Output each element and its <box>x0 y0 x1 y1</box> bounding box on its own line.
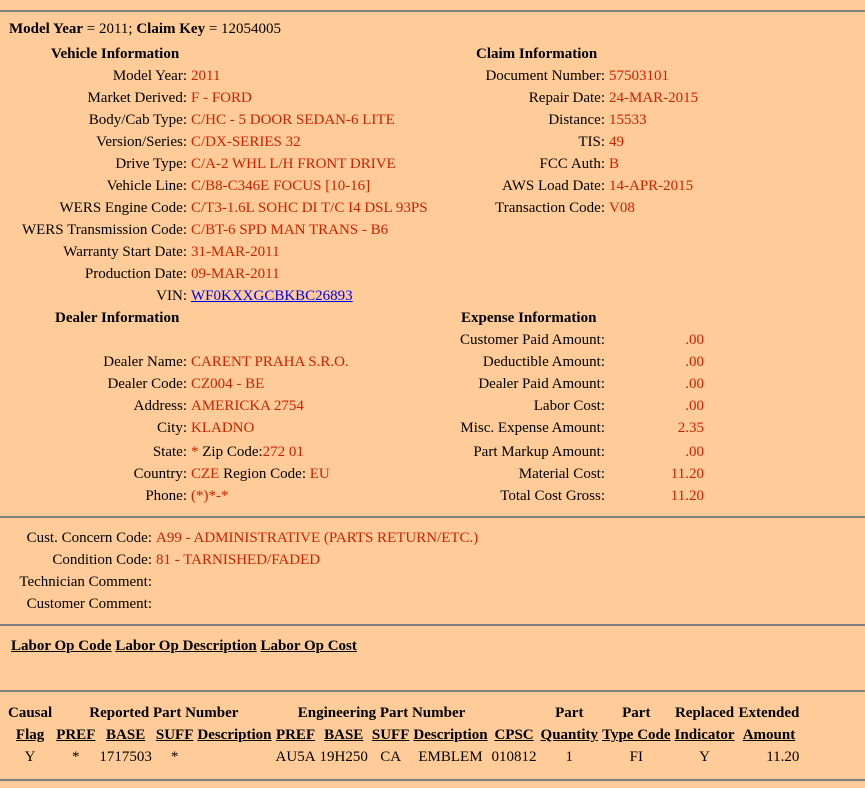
labor-op-description-header[interactable]: Labor Op Description <box>115 638 257 654</box>
extended-group-header: Extended <box>738 705 800 721</box>
parts-column-header-row <box>6 724 801 746</box>
claim-key-header-label: Claim Key <box>136 21 206 37</box>
dealer-phone-value: (*)*-* <box>191 488 229 504</box>
table-row <box>6 746 801 768</box>
expense-info-title: Expense Information <box>461 310 597 326</box>
col-header-reported-pref[interactable]: PREF <box>56 727 96 743</box>
dealer-address-value: AMERICKA 2754 <box>191 398 304 414</box>
vin-link[interactable]: WF0KXXGCBKBC26893 <box>191 288 353 304</box>
cell-eng-suff: CA <box>380 749 402 765</box>
dealer-state-value: * <box>191 444 199 460</box>
separator-parts <box>0 690 865 692</box>
col-header-eng-base[interactable]: BASE <box>324 727 364 743</box>
vehicle-field-label: Body/Cab Type: <box>88 112 187 128</box>
expense-field-label: Dealer Paid Amount: <box>478 376 605 392</box>
dealer-code-label: Dealer Code: <box>107 376 187 392</box>
cpsc-group-spacer <box>490 702 539 724</box>
part-type-group-header: Part <box>622 705 651 721</box>
expense-field-label: Material Cost: <box>518 466 605 482</box>
col-header-eng-description[interactable]: Description <box>413 727 488 743</box>
cell-eng-description: EMBLEM <box>418 749 483 765</box>
expense-field-value: 11.20 <box>670 488 704 504</box>
vehicle-field-label: Market Derived: <box>87 90 187 106</box>
expense-field-value: .00 <box>685 332 704 348</box>
dealer-country-label: Country: <box>133 466 187 482</box>
dealer-state-label: State: <box>152 444 187 460</box>
dealer-phone-label: Phone: <box>145 488 187 504</box>
expense-field-label: Total Cost Gross: <box>500 488 605 504</box>
labor-op-header <box>11 637 357 655</box>
dealer-zip-label: Zip Code: <box>202 444 263 460</box>
vehicle-field-value: 2011 <box>191 68 221 84</box>
cell-reported-pref: * <box>72 749 80 765</box>
claim-info-title: Claim Information <box>476 46 598 62</box>
dealer-region-value: EU <box>309 466 330 482</box>
vehicle-field-value: C/A-2 WHL L/H FRONT DRIVE <box>191 156 396 172</box>
col-header-reported-suff[interactable]: SUFF <box>155 727 194 743</box>
expense-field-value: 2.35 <box>677 420 704 436</box>
col-header-reported-description[interactable]: Description <box>197 727 272 743</box>
claim-field-label: AWS Load Date: <box>502 178 605 194</box>
labor-op-cost-header[interactable]: Labor Op Cost <box>260 638 357 654</box>
part-quantity-group-header: Part <box>555 705 584 721</box>
claim-field-value: 57503101 <box>609 68 669 84</box>
claim-field-label: FCC Auth: <box>539 156 605 172</box>
dealer-zip-value: 272 01 <box>262 444 304 460</box>
expense-field-value: .00 <box>685 398 704 414</box>
cell-eng-base: 19H250 <box>319 749 368 765</box>
cell-reported-suff: * <box>170 749 179 765</box>
parts-table <box>6 702 801 768</box>
vehicle-field-value: C/HC - 5 DOOR SEDAN-6 LITE <box>191 112 395 128</box>
dealer-state-zip <box>191 443 304 461</box>
concern-code-label: Cust. Concern Code: <box>26 530 152 546</box>
col-header-flag[interactable]: Flag <box>15 727 45 743</box>
vehicle-field-label: Vehicle Line: <box>106 178 187 194</box>
expense-field-label: Deductible Amount: <box>482 354 605 370</box>
cell-type-code: FI <box>629 749 643 765</box>
vehicle-field-label: Version/Series: <box>96 134 187 150</box>
customer-comment-label: Customer Comment: <box>26 596 152 612</box>
model-year-header-value: = 2011; <box>86 21 133 37</box>
expense-field-value: .00 <box>685 444 704 460</box>
expense-field-label: Part Markup Amount: <box>473 444 605 460</box>
labor-op-code-header[interactable]: Labor Op Code <box>11 638 112 654</box>
cell-eng-pref: AU5A <box>275 749 316 765</box>
expense-field-value: .00 <box>685 354 704 370</box>
dealer-name-value: CARENT PRAHA S.R.O. <box>191 354 349 370</box>
dealer-address-label: Address: <box>133 398 187 414</box>
technician-comment-label: Technician Comment: <box>19 574 152 590</box>
claim-field-value: 49 <box>609 134 624 150</box>
cell-reported-description <box>195 746 273 768</box>
dealer-code-value: CZ004 - BE <box>191 376 265 392</box>
dealer-name-label: Dealer Name: <box>103 354 187 370</box>
separator-labor <box>0 624 865 626</box>
model-year-header-label: Model Year <box>9 21 84 37</box>
vehicle-field-label: Drive Type: <box>115 156 187 172</box>
claim-key-header-value: = 12054005 <box>208 21 282 37</box>
vehicle-field-value: F - FORD <box>191 90 252 106</box>
vehicle-field-label: Production Date: <box>84 266 187 282</box>
dealer-country-region <box>191 465 330 483</box>
expense-field-value: 11.20 <box>670 466 704 482</box>
vehicle-field-value: C/DX-SERIES 32 <box>191 134 301 150</box>
claim-field-value: 24-MAR-2015 <box>609 90 699 106</box>
claim-field-value: V08 <box>609 200 635 216</box>
expense-field-value: .00 <box>685 376 704 392</box>
condition-code-value: 81 - TARNISHED/FADED <box>156 552 321 568</box>
dealer-region-label: Region Code: <box>223 466 307 482</box>
vehicle-info-title: Vehicle Information <box>51 46 180 62</box>
col-header-reported-base[interactable]: BASE <box>106 727 146 743</box>
dealer-city-value: KLADNO <box>191 420 255 436</box>
col-header-eng-suff[interactable]: SUFF <box>371 727 410 743</box>
replaced-group-header: Replaced <box>674 705 735 721</box>
claim-field-label: Document Number: <box>485 68 605 84</box>
cell-reported-base: 1717503 <box>99 749 152 765</box>
cell-cpsc: 010812 <box>491 749 537 765</box>
vin-label: VIN: <box>156 288 187 304</box>
vehicle-field-value: C/BT-6 SPD MAN TRANS - B6 <box>191 222 389 238</box>
dealer-country-value: CZE <box>191 466 220 482</box>
vehicle-field-label: Warranty Start Date: <box>63 244 187 260</box>
reported-part-number-header: Reported Part Number <box>89 705 239 721</box>
vehicle-field-label: WERS Transmission Code: <box>21 222 187 238</box>
expense-field-label: Customer Paid Amount: <box>459 332 605 348</box>
concern-code-value: A99 - ADMINISTRATIVE (PARTS RETURN/ETC.) <box>156 530 479 546</box>
dealer-city-label: City: <box>156 420 187 436</box>
expense-field-label: Labor Cost: <box>533 398 605 414</box>
vehicle-field-value: C/B8-C346E FOCUS [10-16] <box>191 178 371 194</box>
claim-field-value: B <box>609 156 620 172</box>
bottom-separator <box>0 779 865 781</box>
vehicle-field-value: 09-MAR-2011 <box>191 266 280 282</box>
cell-quantity: 1 <box>565 749 574 765</box>
vehicle-field-label: WERS Engine Code: <box>59 200 187 216</box>
parts-group-header-row <box>6 702 801 724</box>
cell-amount: 11.20 <box>766 749 800 765</box>
condition-code-label: Condition Code: <box>52 552 152 568</box>
cell-flag: Y <box>24 749 36 765</box>
col-header-type-code[interactable]: Type Code <box>602 727 671 743</box>
engineering-part-number-header: Engineering Part Number <box>297 705 466 721</box>
causal-group-header: Causal <box>8 705 53 721</box>
claim-field-label: Repair Date: <box>528 90 605 106</box>
claim-field-value: 15533 <box>609 112 647 128</box>
vehicle-field-label: Model Year: <box>112 68 187 84</box>
top-separator <box>0 10 865 12</box>
col-header-cpsc[interactable]: CPSC <box>494 727 534 743</box>
dealer-info-title: Dealer Information <box>55 310 180 326</box>
cell-indicator: Y <box>699 749 710 765</box>
separator-concern <box>0 516 865 518</box>
vehicle-field-value: 31-MAR-2011 <box>191 244 280 260</box>
col-header-indicator[interactable]: Indicator <box>674 727 735 743</box>
vehicle-field-value: C/T3-1.6L SOHC DI T/C I4 DSL 93PS <box>191 200 428 216</box>
expense-field-label: Misc. Expense Amount: <box>460 420 605 436</box>
claim-header <box>9 20 281 38</box>
claim-field-value: 14-APR-2015 <box>609 178 694 194</box>
claim-field-label: Distance: <box>548 112 605 128</box>
col-header-eng-pref[interactable]: PREF <box>275 727 316 743</box>
col-header-quantity[interactable]: Quantity <box>540 727 599 743</box>
col-header-amount[interactable]: Amount <box>742 727 796 743</box>
claim-field-label: Transaction Code: <box>495 200 605 216</box>
claim-field-label: TIS: <box>578 134 605 150</box>
